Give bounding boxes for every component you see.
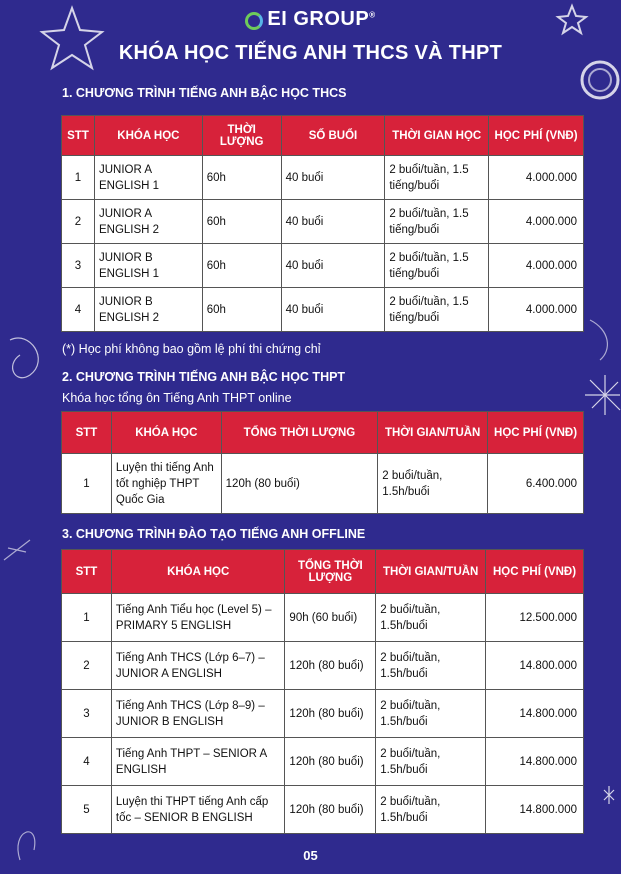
- registered-mark: ®: [369, 10, 376, 20]
- cell: 2 buổi/tuần, 1.5h/buổi: [376, 738, 486, 786]
- cell: Tiếng Anh THCS (Lớp 6–7) – JUNIOR A ENGLISH: [111, 642, 285, 690]
- cell: Luyện thi THPT tiếng Anh cấp tốc – SENIOR B ENGLISH: [111, 786, 285, 834]
- cell: 14.800.000: [486, 786, 584, 834]
- col-header: THỜI LƯỢNG: [202, 116, 281, 156]
- col-header: THỜI GIAN/TUẦN: [376, 550, 486, 594]
- cell: 60h: [202, 200, 281, 244]
- table-header-row: [62, 550, 584, 594]
- cell: 1: [62, 156, 95, 200]
- cell: 2 buổi/tuần, 1.5h/buổi: [378, 454, 488, 514]
- col-header: STT: [62, 116, 95, 156]
- cell: 40 buổi: [281, 200, 385, 244]
- cell: JUNIOR A ENGLISH 2: [94, 200, 202, 244]
- section2-table: [61, 411, 584, 514]
- cell: JUNIOR B ENGLISH 2: [94, 288, 202, 332]
- page-title: KHÓA HỌC TIẾNG ANH THCS VÀ THPT: [118, 42, 503, 64]
- cell: 120h (80 buổi): [221, 454, 378, 514]
- col-header: SỐ BUỔI: [281, 116, 385, 156]
- table-row: [62, 738, 584, 786]
- cell: 40 buổi: [281, 244, 385, 288]
- cell: 2 buổi/tuần, 1.5 tiếng/buổi: [385, 156, 489, 200]
- col-header: THỜI GIAN HỌC: [385, 116, 489, 156]
- magnifier-icon: [582, 62, 618, 98]
- cell: 3: [62, 690, 112, 738]
- cell: 2 buổi/tuần, 1.5 tiếng/buổi: [385, 200, 489, 244]
- cell: Tiếng Anh Tiểu học (Level 5) – PRIMARY 5 ENGLISH: [111, 594, 285, 642]
- cell: 2 buổi/tuần, 1.5h/buổi: [376, 690, 486, 738]
- cell: 60h: [202, 288, 281, 332]
- table-row: [62, 594, 584, 642]
- cell: 14.800.000: [486, 642, 584, 690]
- table-row: [62, 642, 584, 690]
- table-row: [62, 690, 584, 738]
- cell: 4: [62, 288, 95, 332]
- cell: 1: [62, 454, 112, 514]
- cell: 2 buổi/tuần, 1.5h/buổi: [376, 642, 486, 690]
- logo-ring-icon: [245, 12, 263, 30]
- cell: JUNIOR B ENGLISH 1: [94, 244, 202, 288]
- cell: 3: [62, 244, 95, 288]
- table-row: [62, 244, 584, 288]
- cell: 120h (80 buổi): [285, 738, 376, 786]
- cell: 120h (80 buổi): [285, 642, 376, 690]
- fee-note: (*) Học phí không bao gồm lệ phí thi chứng chỉ: [62, 342, 321, 356]
- col-header: STT: [62, 412, 112, 454]
- col-header: HỌC PHÍ (VNĐ): [486, 550, 584, 594]
- cell: 60h: [202, 156, 281, 200]
- cell: Tiếng Anh THPT – SENIOR A ENGLISH: [111, 738, 285, 786]
- section2-heading: 2. CHƯƠNG TRÌNH TIẾNG ANH BẬC HỌC THPT: [62, 370, 346, 384]
- cell: 4.000.000: [489, 244, 584, 288]
- page-number: 05: [303, 848, 318, 863]
- table-row: [62, 454, 584, 514]
- section3-heading: 3. CHƯƠNG TRÌNH ĐÀO TẠO TIẾNG ANH OFFLINE: [62, 527, 366, 541]
- section1-table: [61, 115, 584, 332]
- cell: 2: [62, 642, 112, 690]
- cell: 2 buổi/tuần, 1.5h/buổi: [376, 594, 486, 642]
- table-header-row: [62, 116, 584, 156]
- cell: 2 buổi/tuần, 1.5 tiếng/buổi: [385, 288, 489, 332]
- brand-name: EI GROUP: [267, 8, 370, 30]
- sparkle-icon: [604, 786, 614, 804]
- cell: 40 buổi: [281, 288, 385, 332]
- cell: 120h (80 buổi): [285, 690, 376, 738]
- cell: 6.400.000: [488, 454, 584, 514]
- cell: 4.000.000: [489, 156, 584, 200]
- table-row: [62, 156, 584, 200]
- table-row: [62, 200, 584, 244]
- cell: 120h (80 buổi): [285, 786, 376, 834]
- cell: 90h (60 buổi): [285, 594, 376, 642]
- cell: 5: [62, 786, 112, 834]
- cell: 12.500.000: [486, 594, 584, 642]
- table-header-row: [62, 412, 584, 454]
- cell: 40 buổi: [281, 156, 385, 200]
- section3-table: [61, 549, 584, 834]
- col-header: TỔNG THỜI LƯỢNG: [285, 550, 376, 594]
- cell: 14.800.000: [486, 690, 584, 738]
- table-row: [62, 288, 584, 332]
- cell: 60h: [202, 244, 281, 288]
- col-header: KHÓA HỌC: [111, 550, 285, 594]
- col-header: HỌC PHÍ (VNĐ): [489, 116, 584, 156]
- cell: Tiếng Anh THCS (Lớp 8–9) – JUNIOR B ENGLISH: [111, 690, 285, 738]
- col-header: KHÓA HỌC: [111, 412, 221, 454]
- cell: JUNIOR A ENGLISH 1: [94, 156, 202, 200]
- cell: 2 buổi/tuần, 1.5h/buổi: [376, 786, 486, 834]
- cell: 2 buổi/tuần, 1.5 tiếng/buổi: [385, 244, 489, 288]
- section2-subheading: Khóa học tổng ôn Tiếng Anh THPT online: [62, 391, 292, 405]
- col-header: THỜI GIAN/TUẦN: [378, 412, 488, 454]
- cell: 2: [62, 200, 95, 244]
- col-header: STT: [62, 550, 112, 594]
- cell: 4.000.000: [489, 200, 584, 244]
- table-row: [62, 786, 584, 834]
- cell: 4: [62, 738, 112, 786]
- col-header: KHÓA HỌC: [94, 116, 202, 156]
- cell: 4.000.000: [489, 288, 584, 332]
- cell: 1: [62, 594, 112, 642]
- brand-logo: [0, 8, 621, 31]
- cell: 14.800.000: [486, 738, 584, 786]
- cell: Luyện thi tiếng Anh tốt nghiệp THPT Quốc Gia: [111, 454, 221, 514]
- section1-heading: 1. CHƯƠNG TRÌNH TIẾNG ANH BẬC HỌC THCS: [62, 86, 347, 100]
- col-header: HỌC PHÍ (VNĐ): [488, 412, 584, 454]
- col-header: TỔNG THỜI LƯỢNG: [221, 412, 378, 454]
